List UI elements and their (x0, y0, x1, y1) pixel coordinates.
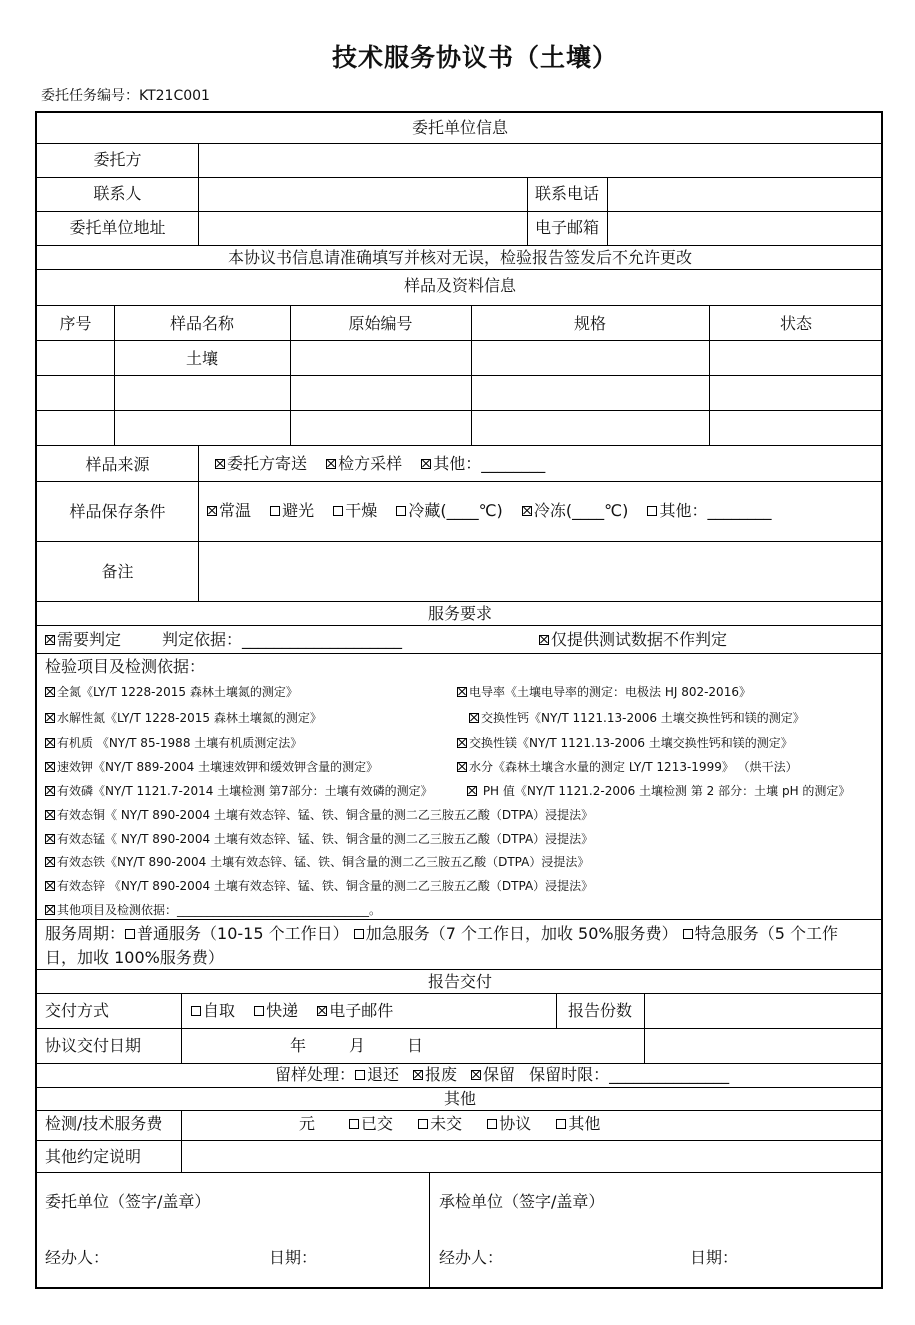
client-info-section: 委托单位信息 (411, 118, 508, 137)
checkbox-checked-icon[interactable] (413, 1070, 423, 1080)
checkbox-checked-icon[interactable] (317, 1006, 327, 1016)
storage-option[interactable]: 干燥 (333, 501, 377, 520)
delivery-option[interactable]: 自取 (191, 1001, 235, 1020)
test-item[interactable]: 水解性氮《LY/T 1228-2015 森林土壤氮的测定》 (45, 712, 322, 724)
test-item[interactable]: 速效钾《NY/T 889-2004 土壤速效钾和缓效钾含量的测定》 (45, 761, 378, 773)
remarks-label: 备注 (101, 562, 134, 581)
storage-options (207, 503, 785, 519)
date-month: 月 (349, 1036, 366, 1055)
delivery-option[interactable]: 快递 (254, 1001, 298, 1020)
test-item[interactable]: 电导率《土壤电导率的测定：电极法 HJ 802-2016》 (457, 686, 751, 698)
checkbox-checked-icon[interactable] (45, 905, 55, 915)
judge-basis: 判定依据：____________________ (162, 630, 403, 649)
test-item[interactable]: 有效态锌 《NY/T 890-2004 土壤有效态锌、锰、铁、铜含量的测二乙三胺五乙酸（DTPA）浸提法》 (45, 880, 593, 892)
checkbox-checked-icon[interactable] (45, 834, 55, 844)
test-item[interactable]: 有机质 《NY/T 85-1988 土壤有机质测定法》 (45, 737, 302, 749)
checkbox-icon[interactable] (396, 506, 406, 516)
test-item[interactable]: 有效磷《NY/T 1121.7-2014 土壤检测 第7部分：土壤有效磷的测定》 (45, 785, 433, 797)
client-signature-label: 委托单位（签字/盖章） (45, 1192, 211, 1211)
test-item[interactable]: 全氮《LY/T 1228-2015 森林土壤氮的测定》 (45, 686, 298, 698)
storage-option[interactable]: 避光 (270, 501, 314, 520)
service-period-line2: 日，加收 100%服务费） (45, 948, 224, 967)
judge-option[interactable]: 需要判定 (45, 632, 121, 648)
client-handler-label: 经办人： (45, 1248, 110, 1267)
test-item[interactable]: PH 值《NY/T 1121.2-2006 土壤检测 第 2 部分：土壤 pH 的测定》 (467, 785, 850, 797)
checkbox-checked-icon[interactable] (457, 738, 467, 748)
checkbox-checked-icon[interactable] (45, 857, 55, 867)
accuracy-notice: 本协议书信息请准确填写并核对无误，检验报告签发后不允许更改 (227, 248, 692, 267)
lab-handler-label: 经办人： (439, 1248, 504, 1267)
checkbox-checked-icon[interactable] (469, 713, 479, 723)
checkbox-checked-icon[interactable] (326, 459, 336, 469)
address-label: 委托单位地址 (69, 218, 166, 237)
storage-label: 样品保存条件 (69, 502, 166, 521)
storage-option[interactable]: 其他：________ (647, 501, 771, 520)
task-number: 委托任务编号：KT21C001 (41, 88, 210, 104)
email-label: 电子邮箱 (534, 218, 599, 237)
storage-option[interactable]: 冷藏(____℃) (396, 501, 502, 520)
fee-option[interactable]: 协议 (487, 1114, 531, 1133)
test-item[interactable]: 水分《森林土壤含水量的测定 LY/T 1213-1999》 （烘干法） (457, 761, 798, 773)
no-judge-option[interactable]: 仅提供测试数据不作判定 (539, 632, 727, 648)
sample-source-label: 样品来源 (85, 455, 150, 474)
test-item[interactable]: 有效态锰《 NY/T 890-2004 土壤有效态锌、锰、铁、铜含量的测二乙三胺五乙酸（DTPA）浸提法》 (45, 833, 593, 845)
checkbox-icon[interactable] (487, 1119, 497, 1129)
col-header-original-no: 原始编号 (348, 314, 413, 333)
checkbox-icon[interactable] (125, 929, 135, 939)
fee-option[interactable]: 未交 (418, 1114, 462, 1133)
fee-option[interactable]: 其他 (556, 1114, 600, 1133)
checkbox-checked-icon[interactable] (45, 762, 55, 772)
checkbox-checked-icon[interactable] (45, 635, 55, 645)
checkbox-checked-icon[interactable] (421, 459, 431, 469)
test-item[interactable]: 有效态铜《 NY/T 890-2004 土壤有效态锌、锰、铁、铜含量的测二乙三胺五乙酸（DTPA）浸提法》 (45, 809, 593, 821)
checkbox-checked-icon[interactable] (457, 762, 467, 772)
fee-label: 检测/技术服务费 (45, 1114, 163, 1133)
retention-option[interactable]: 保留 (471, 1065, 515, 1084)
date-year: 年 (290, 1036, 307, 1055)
checkbox-checked-icon[interactable] (45, 881, 55, 891)
checkbox-checked-icon[interactable] (45, 687, 55, 697)
phone-label: 联系电话 (534, 184, 599, 203)
delivery-option[interactable]: 电子邮件 (317, 1001, 393, 1020)
col-header-name: 样品名称 (169, 314, 234, 333)
checkbox-icon[interactable] (354, 929, 364, 939)
checkbox-icon[interactable] (270, 506, 280, 516)
checkbox-icon[interactable] (556, 1119, 566, 1129)
sample-source-options (215, 456, 559, 472)
fee-options (349, 1116, 614, 1132)
test-item-other[interactable]: 其他项目及检测依据：________________________________。 (45, 904, 381, 916)
checkbox-checked-icon[interactable] (457, 687, 467, 697)
sample-info-section: 样品及资料信息 (403, 276, 516, 295)
col-header-spec: 规格 (573, 314, 606, 333)
contact-label: 联系人 (93, 184, 142, 203)
service-period: 服务周期： 普通服务（10-15 个工作日） 加急服务（7 个工作日，加收 50%服务费） 特急服务（5 个工作 (45, 924, 838, 943)
checkbox-icon[interactable] (647, 506, 657, 516)
source-option[interactable]: 委托方寄送 (215, 454, 307, 473)
col-header-state: 状态 (779, 314, 812, 333)
checkbox-checked-icon[interactable] (45, 713, 55, 723)
checkbox-checked-icon[interactable] (207, 506, 217, 516)
checkbox-checked-icon[interactable] (45, 810, 55, 820)
fee-option[interactable]: 已交 (349, 1114, 393, 1133)
checkbox-checked-icon[interactable] (45, 738, 55, 748)
delivery-method-label: 交付方式 (45, 1001, 110, 1020)
service-section: 服务要求 (427, 604, 492, 623)
agreement-form (35, 111, 883, 1289)
checkbox-checked-icon[interactable] (467, 786, 477, 796)
lab-signature-label: 承检单位（签字/盖章） (439, 1192, 605, 1211)
test-item[interactable]: 交换性镁《NY/T 1121.13-2006 土壤交换性钙和镁的测定》 (457, 737, 793, 749)
checkbox-checked-icon[interactable] (215, 459, 225, 469)
delivery-section: 报告交付 (427, 972, 492, 991)
storage-option[interactable]: 冷冻(____℃) (522, 501, 628, 520)
retention-option[interactable]: 报废 (413, 1065, 457, 1084)
agreement-notes-label: 其他约定说明 (45, 1147, 142, 1166)
client-label: 委托方 (93, 150, 142, 169)
document-title: 技术服务协议书（土壤） (331, 43, 618, 72)
checkbox-checked-icon[interactable] (522, 506, 532, 516)
checkbox-checked-icon[interactable] (45, 786, 55, 796)
retention-option[interactable]: 退还 (355, 1065, 399, 1084)
lab-date-label: 日期： (690, 1248, 739, 1267)
checkbox-icon[interactable] (191, 1006, 201, 1016)
checkbox-icon[interactable] (418, 1119, 428, 1129)
report-copies-label: 报告份数 (567, 1001, 632, 1020)
test-item[interactable]: 交换性钙《NY/T 1121.13-2006 土壤交换性钙和镁的测定》 (469, 712, 805, 724)
checkbox-checked-icon[interactable] (539, 635, 549, 645)
col-header-no: 序号 (59, 314, 92, 333)
test-items-title: 检验项目及检测依据： (45, 657, 206, 676)
delivery-date-label: 协议交付日期 (45, 1036, 142, 1055)
source-option[interactable]: 其他：________ (421, 454, 545, 473)
date-day: 日 (407, 1036, 424, 1055)
test-item[interactable]: 有效态铁《NY/T 890-2004 土壤有效态锌、锰、铁、铜含量的测二乙三胺五乙酸（DTPA）浸提法》 (45, 856, 589, 868)
checkbox-icon[interactable] (333, 506, 343, 516)
other-section: 其他 (443, 1089, 476, 1108)
checkbox-icon[interactable] (683, 929, 693, 939)
client-date-label: 日期： (269, 1248, 318, 1267)
checkbox-icon[interactable] (254, 1006, 264, 1016)
checkbox-icon[interactable] (355, 1070, 365, 1080)
source-option[interactable]: 检方采样 (326, 454, 402, 473)
sample-retention: 留样处理： 退还 报废 保留 保留时限：_______________ (275, 1065, 730, 1084)
checkbox-checked-icon[interactable] (471, 1070, 481, 1080)
sample-name-cell: 土壤 (185, 349, 218, 368)
fee-unit: 元 (299, 1114, 316, 1133)
delivery-method-options (191, 1003, 407, 1019)
checkbox-icon[interactable] (349, 1119, 359, 1129)
storage-option[interactable]: 常温 (207, 501, 251, 520)
